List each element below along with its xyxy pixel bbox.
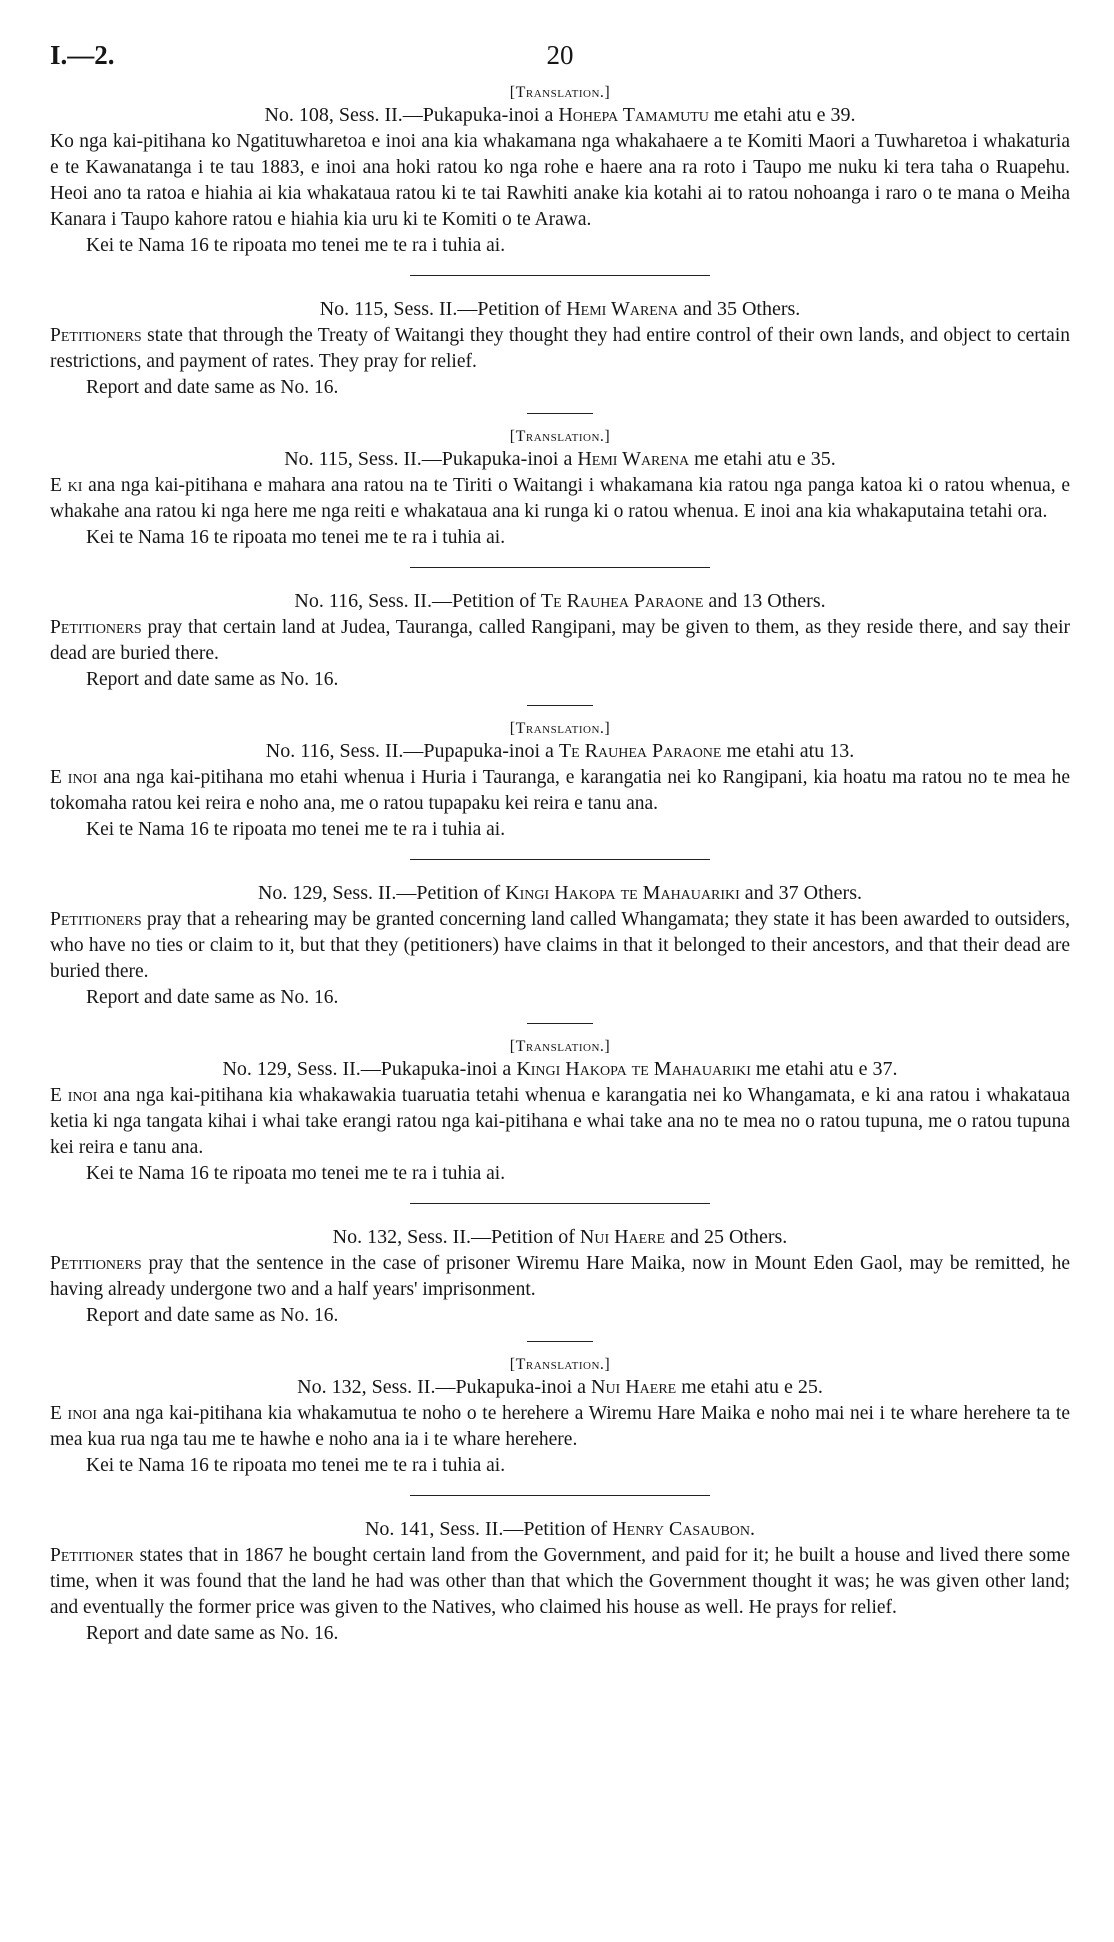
lead-word: Petitioners	[50, 617, 142, 638]
entry-title	[50, 740, 1070, 763]
title-text: and 35 Others.	[678, 298, 801, 320]
lead-word: E inoi	[50, 767, 98, 788]
lead-word: E inoi	[50, 1403, 98, 1424]
title-text: me etahi atu e 35.	[689, 448, 836, 470]
lead-word: Petitioners	[50, 325, 142, 346]
entry-116-petition	[50, 590, 1070, 693]
petitioner-name: Hemi Warena	[566, 298, 679, 320]
title-text: No. 132, Sess. II.—Pukapuka-inoi a	[297, 1376, 591, 1398]
title-text: No. 116, Sess. II.—Pupapuka-inoi a	[265, 740, 559, 762]
title-text: No. 115, Sess. II.—Pukapuka-inoi a	[284, 448, 578, 470]
section-divider	[410, 567, 710, 568]
petitioner-name: Te Rauhea Paraone	[540, 590, 704, 612]
lead-word: Petitioners	[50, 1253, 142, 1274]
entry-title	[50, 1518, 1070, 1541]
petitioner-name: Nui Haere	[579, 1226, 666, 1248]
title-text: and 25 Others.	[665, 1226, 788, 1248]
lead-word: Petitioner	[50, 1545, 134, 1566]
body-text: pray that the sentence in the case of prisoner Wiremu Hare Maika, now in Mount Eden Gaol, may be remitted, he having already undergone two and a half years' imprisonment.	[50, 1253, 1070, 1300]
page-number: 20	[546, 40, 574, 70]
body-text: ana nga kai-pitihana kia whakawakia tuaruatia tetahi whenua e karangatia nei ko Whangamata, e ki ana ratou i whakataua ketia ki nga tangata kihai i whai take erangi ratou nga kai-pitihana e whai take ana no te mea no o ratou tupuna, me o ratou tupuna kei reira e tanu ana.	[50, 1085, 1070, 1158]
report-note: Report and date same as No. 16.	[86, 1623, 339, 1644]
title-text: and 13 Others.	[703, 590, 826, 612]
petitioner-name: Hemi Warena	[577, 448, 690, 470]
entry-141-petition	[50, 1518, 1070, 1647]
petitioner-name: Hohepa Tamamutu	[558, 104, 709, 126]
title-text: .	[750, 1518, 755, 1540]
translation-label: [Translation.]	[509, 720, 611, 737]
title-text: and 37 Others.	[739, 882, 862, 904]
petitioner-name: Nui Haere	[591, 1376, 677, 1398]
section-divider	[410, 859, 710, 860]
entry-129-petition	[50, 882, 1070, 1011]
entry-title	[50, 882, 1070, 905]
title-text: No. 129, Sess. II.—Petition of	[257, 882, 506, 904]
section-divider	[410, 275, 710, 276]
entry-108-translation	[50, 84, 1070, 259]
entry-title	[50, 1226, 1070, 1249]
title-text: No. 115, Sess. II.—Petition of	[319, 298, 567, 320]
entry-body	[50, 1251, 1070, 1303]
section-divider	[410, 1495, 710, 1496]
petitioner-name: Kingi Hakopa te Mahauariki	[505, 882, 740, 904]
petitioner-name: Te Rauhea Paraone	[558, 740, 722, 762]
report-note: Report and date same as No. 16.	[86, 987, 339, 1008]
entry-body	[50, 473, 1070, 525]
lead-word: E inoi	[50, 1085, 98, 1106]
body-text: nga kai-pitihana ko Ngatituwharetoa e inoi ana kia whakamana nga whakahaere a te Komiti Maori a Tuwharetoa i whakaturia e te Kawanatanga i te tau 1883, e inoi ana hoki ratou ko nga rohe e haere ana ra roto i Taupo me nuku ki tera taha o Ruapehu. Heoi ano ta ratoa e hiahia ai kia whakataua ratou ki te tai Rawhiti anake kia kotahi ai to ratou nohoanga i raro o te mana o Meiha Kanara i Taupo kahore ratou e hiahia kia uru ki te Komiti o te Arawa.	[50, 131, 1070, 230]
report-note: Kei te Nama 16 te ripoata mo tenei me te ra i tuhia ai.	[86, 527, 506, 548]
entry-115-petition	[50, 298, 1070, 401]
entry-132-translation	[50, 1356, 1070, 1479]
translation-label: [Translation.]	[509, 1038, 611, 1055]
body-text: state that through the Treaty of Waitangi they thought they had entire control of their own lands, and object to certain restrictions, and payment of rates. They pray for relief.	[50, 325, 1070, 372]
translation-divider	[527, 1023, 593, 1024]
body-text: pray that certain land at Judea, Tauranga, called Rangipani, may be given to them, as they reside there, and say their dead are buried there.	[50, 617, 1070, 664]
entry-title	[50, 298, 1070, 321]
translation-label: [Translation.]	[509, 428, 611, 445]
entry-body	[50, 323, 1070, 375]
entry-title	[50, 448, 1070, 471]
entry-body	[50, 765, 1070, 817]
report-note: Kei te Nama 16 te ripoata mo tenei me te ra i tuhia ai.	[86, 1455, 506, 1476]
entry-title	[50, 1376, 1070, 1399]
title-text: No. 132, Sess. II.—Petition of	[332, 1226, 580, 1248]
report-note: Kei te Nama 16 te ripoata mo tenei me te ra i tuhia ai.	[86, 1163, 506, 1184]
report-note: Report and date same as No. 16.	[86, 377, 339, 398]
body-text: states that in 1867 he bought certain land from the Government, and paid for it; he built a house and lived there some time, when it was found that the land he had was other than that which the Government thought it was; he was given other land; and eventually the former price was given to the Natives, who claimed his house as well. He prays for relief.	[50, 1545, 1070, 1618]
document-page	[50, 40, 1070, 1647]
body-text: pray that a rehearing may be granted concerning land called Whangamata; they state it has been awarded to outsiders, who have no ties or claim to it, but that they (petitioners) have claims in that it belonged to their ancestors, and that their dead are buried there.	[50, 909, 1070, 982]
entry-body	[50, 1083, 1070, 1161]
translation-divider	[527, 705, 593, 706]
translation-divider	[527, 1341, 593, 1342]
title-text: No. 141, Sess. II.—Petition of	[364, 1518, 613, 1540]
title-text: me etahi atu 13.	[721, 740, 855, 762]
body-text: ana nga kai-pitihana kia whakamutua te noho o te herehere a Wiremu Hare Maika e noho mai nei i te whare herehere ta te mea kua rua nga tau me te hawhe e noho ana ia i te whare herehere.	[50, 1403, 1070, 1450]
entry-132-petition	[50, 1226, 1070, 1329]
title-text: me etahi atu e 37.	[750, 1058, 898, 1080]
entry-title	[50, 1058, 1070, 1081]
translation-divider	[527, 413, 593, 414]
page-header	[50, 40, 1070, 84]
section-divider	[410, 1203, 710, 1204]
lead-word: Petitioners	[50, 909, 142, 930]
translation-label: [Translation.]	[509, 1356, 611, 1373]
entry-129-translation	[50, 1038, 1070, 1187]
entry-title	[50, 104, 1070, 127]
entry-115-translation	[50, 428, 1070, 551]
entry-body	[50, 1401, 1070, 1453]
title-text: No. 129, Sess. II.—Pukapuka-inoi a	[222, 1058, 517, 1080]
translation-label: [Translation.]	[509, 84, 611, 101]
title-text: me etahi atu e 25.	[676, 1376, 823, 1398]
title-text: No. 116, Sess. II.—Petition of	[294, 590, 541, 612]
entry-body	[50, 615, 1070, 667]
report-note: Report and date same as No. 16.	[86, 1305, 339, 1326]
report-note: Kei te Nama 16 te ripoata mo tenei me te ra i tuhia ai.	[86, 819, 506, 840]
report-note: Kei te Nama 16 te ripoata mo tenei me te ra i tuhia ai.	[86, 235, 506, 256]
entry-title	[50, 590, 1070, 613]
title-text: me etahi atu e 39.	[708, 104, 856, 126]
lead-word: E ki	[50, 475, 83, 496]
report-note: Report and date same as No. 16.	[86, 669, 339, 690]
lead-word: Ko	[50, 131, 74, 152]
title-text: No. 108, Sess. II.—Pukapuka-inoi a	[264, 104, 559, 126]
petitioner-name: Kingi Hakopa te Mahauariki	[516, 1058, 751, 1080]
petitioner-name: Henry Casaubon	[612, 1518, 750, 1540]
body-text: ana nga kai-pitihana mo etahi whenua i Huria i Tauranga, e karangatia nei ko Rangipani, kia hoatu ma ratou no te mea he tokomaha ratou kei reira e noho ana, me o ratou tupapaku kei reira e tanu ana.	[50, 767, 1070, 814]
body-text: ana nga kai-pitihana e mahara ana ratou na te Tiriti o Waitangi i whakamana kia ratou nga panga katoa ki o ratou whenua, e whakahe ana ratou ki nga here me nga reiti e whakataua ana ki runga ki o ratou whenua. E inoi ana kia whakaputaina tetahi ora.	[50, 475, 1070, 522]
entry-116-translation	[50, 720, 1070, 843]
entry-body	[50, 907, 1070, 985]
document-reference: I.—2.	[50, 40, 115, 70]
entry-body	[50, 1543, 1070, 1621]
entry-body	[50, 129, 1070, 233]
